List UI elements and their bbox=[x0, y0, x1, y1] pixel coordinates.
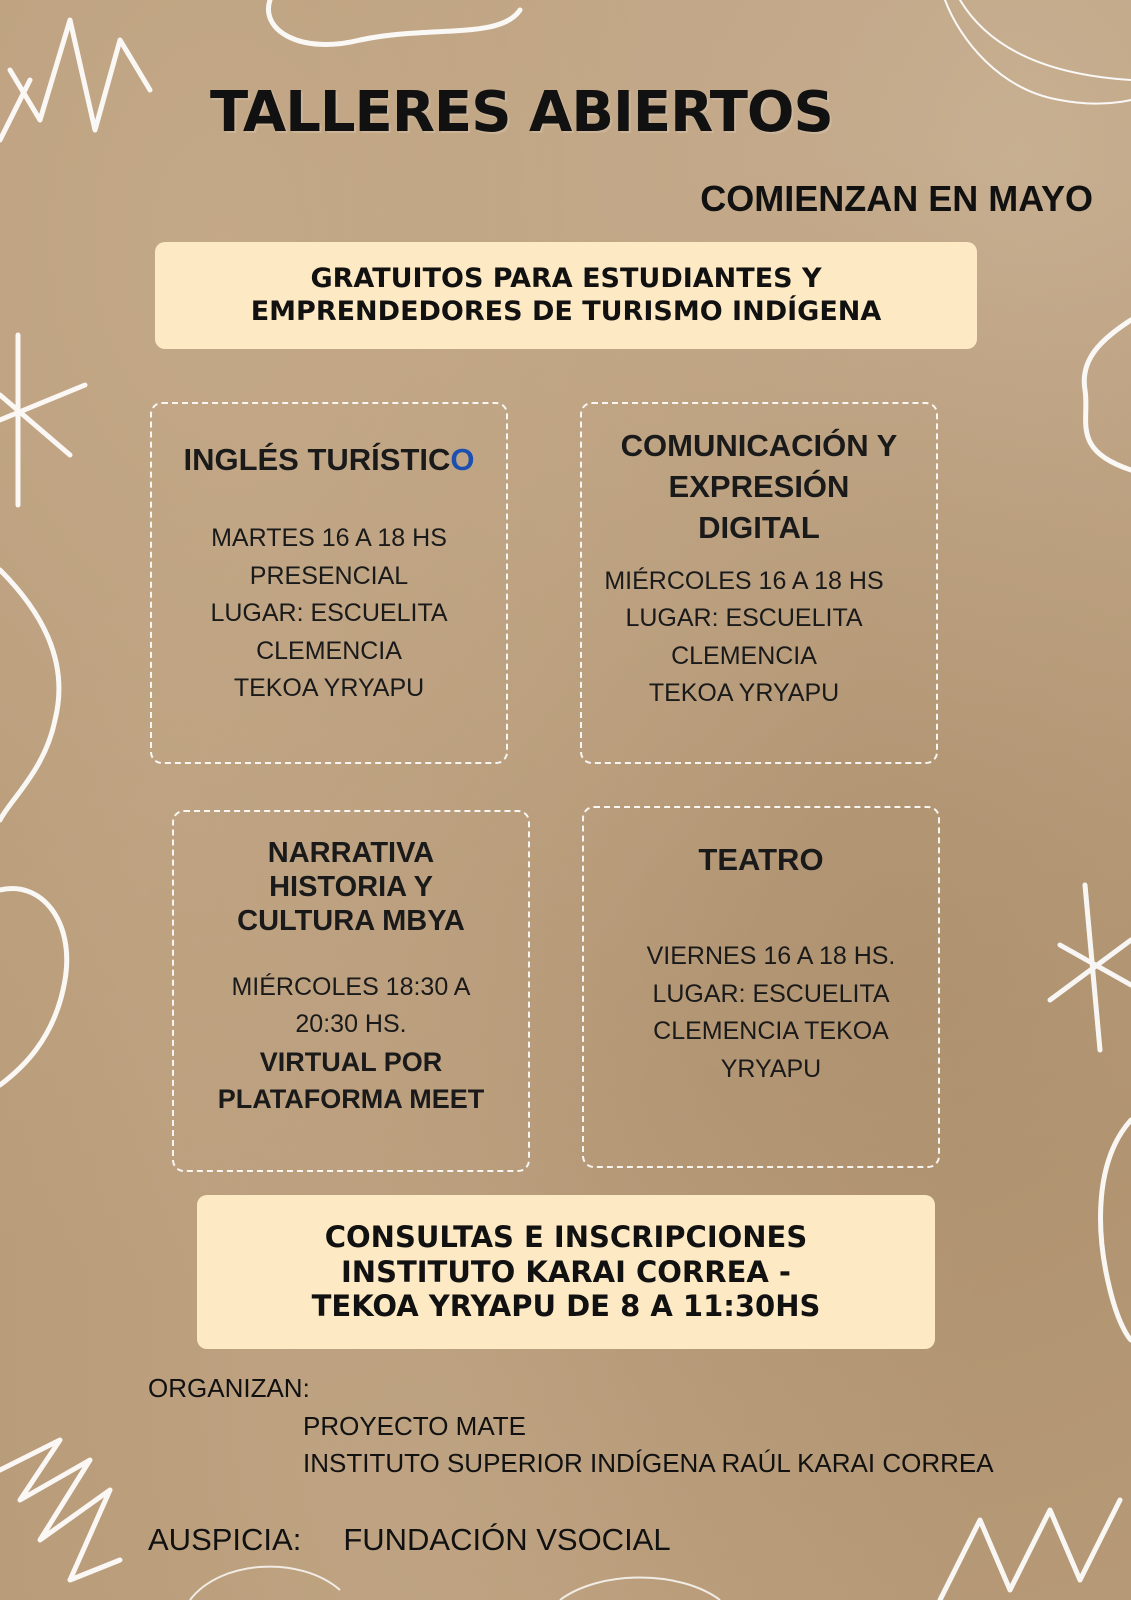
workshop-title-line: COMUNICACIÓN Y bbox=[620, 428, 898, 463]
enrollment-info-banner bbox=[197, 1195, 935, 1349]
sponsor-section bbox=[148, 1522, 671, 1558]
organizers-section bbox=[148, 1370, 994, 1483]
organizer-item: INSTITUTO SUPERIOR INDÍGENA RAÚL KARAI CORREA bbox=[303, 1448, 994, 1479]
workshop-title bbox=[174, 836, 528, 939]
page-title: TALLERES ABIERTOS bbox=[210, 80, 833, 145]
workshop-title bbox=[152, 440, 506, 480]
workshop-title bbox=[584, 840, 938, 880]
workshop-card-ingles bbox=[150, 402, 508, 764]
workshop-detail-line: LUGAR: ESCUELITA bbox=[210, 599, 448, 628]
workshop-details bbox=[604, 938, 938, 1088]
workshop-detail-line: TEKOA YRYAPU bbox=[233, 674, 425, 703]
workshop-detail-line: 20:30 HS. bbox=[295, 1010, 407, 1039]
workshop-detail-line: VIERNES 16 A 18 HS. bbox=[646, 942, 896, 971]
workshop-detail-line: LUGAR: ESCUELITA bbox=[625, 604, 863, 633]
sponsor-name: FUNDACIÓN VSOCIAL bbox=[343, 1522, 671, 1557]
workshop-detail-line: TEKOA YRYAPU bbox=[648, 679, 840, 708]
workshop-card-narrativa bbox=[172, 810, 530, 1172]
workshop-detail-line: PRESENCIAL bbox=[249, 561, 409, 590]
free-for-students-banner bbox=[155, 242, 977, 349]
workshop-detail-line: LUGAR: ESCUELITA bbox=[652, 979, 890, 1008]
banner-line: CONSULTAS E INSCRIPCIONES bbox=[324, 1219, 808, 1254]
workshop-detail-line: YRYAPU bbox=[720, 1054, 822, 1083]
workshop-title-line: HISTORIA Y bbox=[269, 871, 433, 904]
sponsor-label: AUSPICIA: bbox=[148, 1522, 302, 1557]
workshop-modality-line: PLATAFORMA MEET bbox=[217, 1084, 485, 1115]
banner-line: EMPRENDEDORES DE TURISMO INDÍGENA bbox=[250, 295, 882, 327]
workshop-modality-line: VIRTUAL POR bbox=[259, 1046, 443, 1077]
workshop-title-line: CULTURA MBYA bbox=[237, 905, 465, 938]
workshop-detail-line: MIÉRCOLES 18:30 A bbox=[231, 972, 471, 1001]
workshop-title-text: INGLÉS TURÍSTIC bbox=[183, 442, 451, 477]
workshop-detail-line: CLEMENCIA TEKOA bbox=[653, 1017, 889, 1046]
banner-line: GRATUITOS PARA ESTUDIANTES Y bbox=[310, 263, 822, 295]
workshop-card-teatro bbox=[582, 806, 940, 1168]
workshop-title-line: NARRATIVA bbox=[267, 837, 435, 869]
workshop-title-line: TEATRO bbox=[698, 842, 824, 877]
workshop-title-line: EXPRESIÓN bbox=[668, 468, 850, 504]
workshop-detail-line: MARTES 16 A 18 HS bbox=[211, 524, 447, 553]
workshop-title bbox=[582, 426, 936, 549]
workshop-card-comunicacion bbox=[580, 402, 938, 764]
workshop-title-accent: O bbox=[450, 442, 475, 477]
workshop-details bbox=[152, 520, 506, 708]
banner-line: INSTITUTO KARAI CORREA - bbox=[341, 1254, 791, 1289]
organizer-item: PROYECTO MATE bbox=[303, 1410, 526, 1441]
workshop-detail-line: MIÉRCOLES 16 A 18 HS bbox=[604, 566, 884, 595]
workshop-details bbox=[552, 563, 936, 713]
organizers-list bbox=[148, 1408, 994, 1483]
organizers-label: ORGANIZAN: bbox=[148, 1373, 310, 1403]
banner-line: TEKOA YRYAPU DE 8 A 11:30HS bbox=[311, 1289, 821, 1324]
workshop-detail-line: CLEMENCIA bbox=[671, 641, 817, 670]
workshop-title-line: DIGITAL bbox=[698, 509, 820, 545]
workshop-details bbox=[174, 969, 528, 1120]
workshop-detail-line: CLEMENCIA bbox=[256, 636, 402, 665]
page-subtitle: COMIENZAN EN MAYO bbox=[700, 178, 1093, 219]
